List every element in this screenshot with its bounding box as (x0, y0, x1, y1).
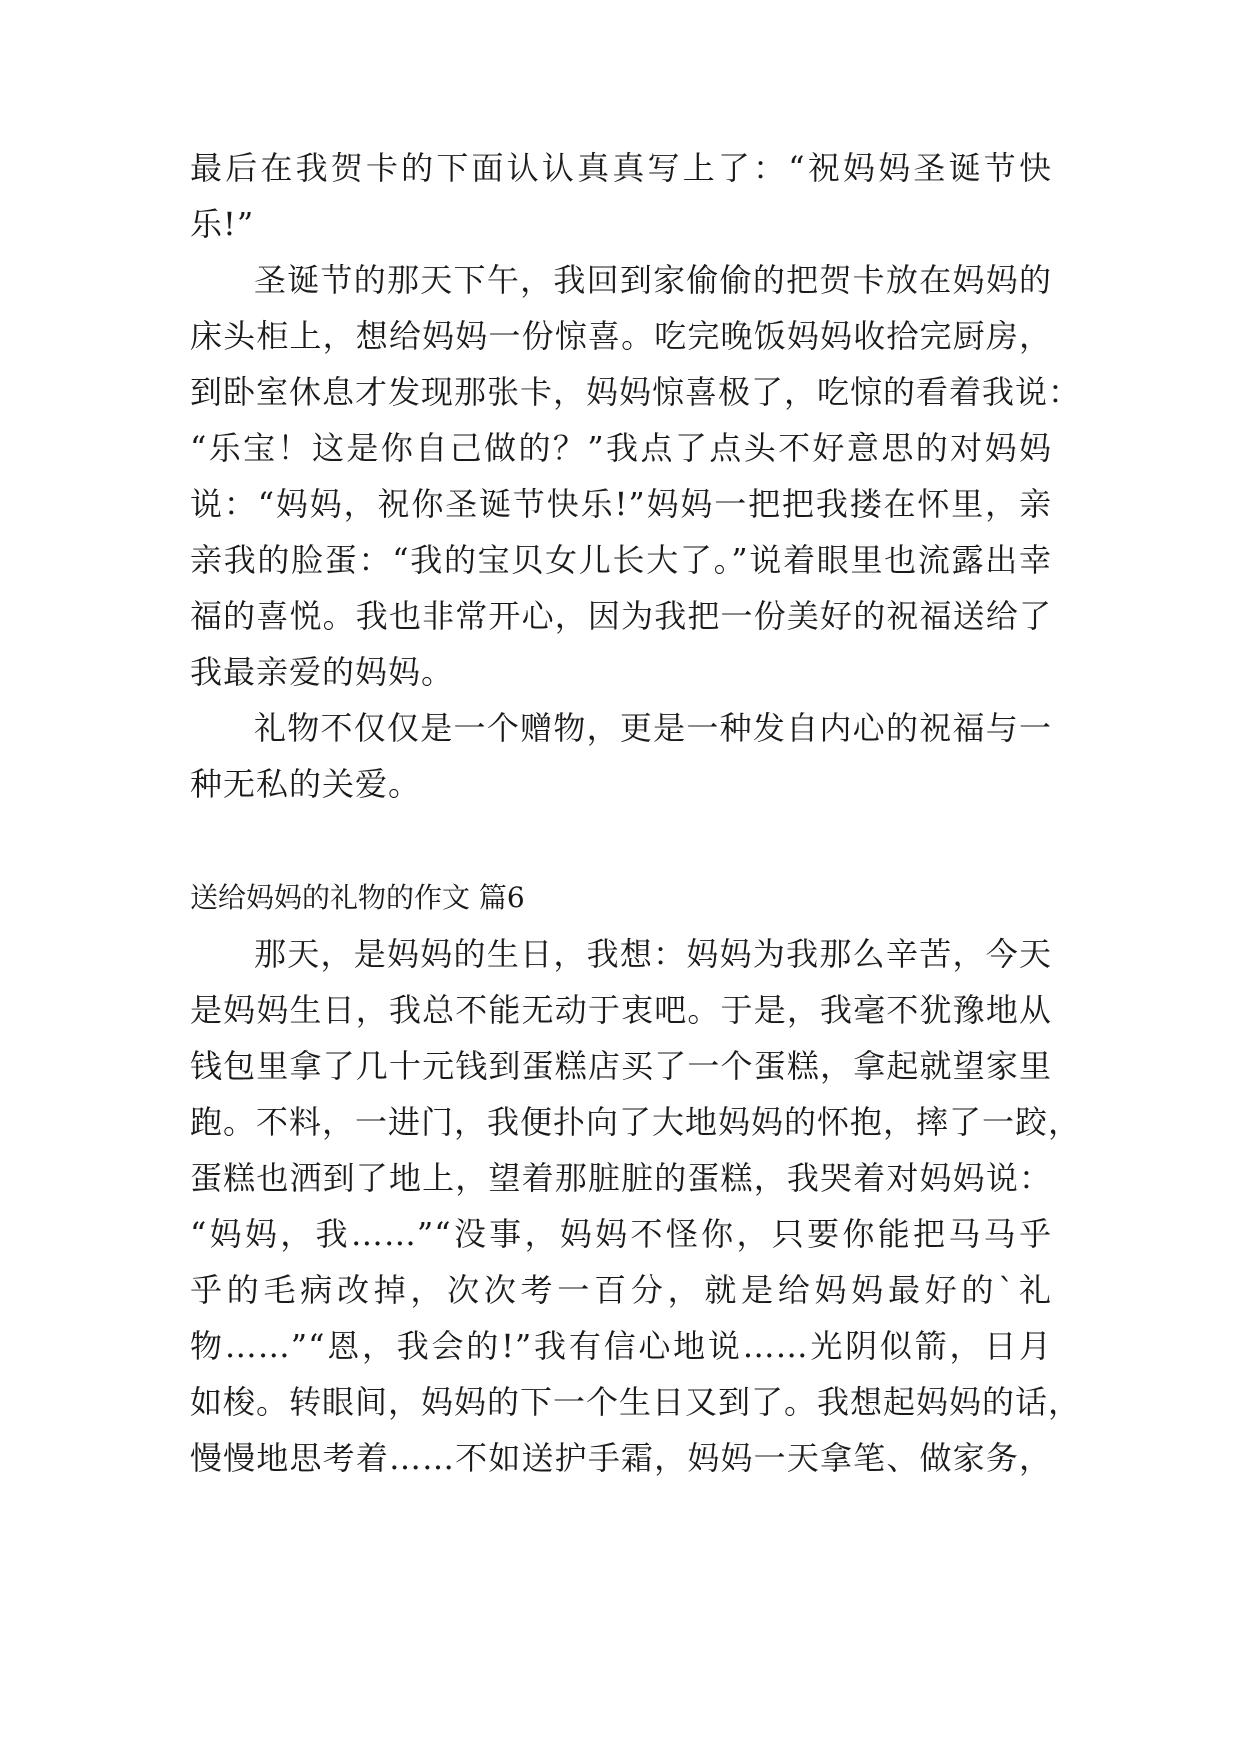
section-heading: 送给妈妈的礼物的作文 篇6 (190, 881, 525, 914)
text-line: “乐宝！这是你自己做的？”我点了点头不好意思的对妈妈 (190, 429, 1052, 467)
text-line: 床头柜上，想给妈妈一份惊喜。吃完晚饭妈妈收拾完厨房， (190, 317, 1052, 355)
text-line: 亲我的脸蛋：“我的宝贝女儿长大了。”说着眼里也流露出幸 (190, 541, 1052, 579)
text-line: 最后在我贺卡的下面认认真真写上了：“祝妈妈圣诞节快 (190, 149, 1052, 187)
paragraph-first-line: 那天，是妈妈的生日，我想：妈妈为我那么辛苦，今天 (254, 935, 1052, 973)
text-line: 是妈妈生日，我总不能无动于衷吧。于是，我毫不犹豫地从 (190, 991, 1052, 1029)
text-line: 到卧室休息才发现那张卡，妈妈惊喜极了，吃惊的看着我说： (190, 373, 1082, 411)
text-line: 乎的毛病改掉，次次考一百分，就是给妈妈最好的`礼 (190, 1271, 1052, 1309)
text-line: 蛋糕也洒到了地上，望着那脏脏的蛋糕，我哭着对妈妈说： (190, 1159, 1052, 1197)
text-line: 钱包里拿了几十元钱到蛋糕店买了一个蛋糕，拿起就望家里 (190, 1047, 1052, 1085)
text-line: 慢慢地思考着……不如送护手霜，妈妈一天拿笔、做家务， (190, 1439, 1052, 1477)
text-line: 种无私的关爱。 (190, 765, 422, 803)
text-line: “妈妈，我……”“没事，妈妈不怪你，只要你能把马马乎 (190, 1215, 1052, 1253)
paragraph-first-line: 圣诞节的那天下午，我回到家偷偷的把贺卡放在妈妈的 (254, 261, 1052, 299)
text-line: 跑。不料，一进门，我便扑向了大地妈妈的怀抱，摔了一跤， (190, 1103, 1082, 1141)
text-line: 说：“妈妈，祝你圣诞节快乐!”妈妈一把把我搂在怀里，亲 (190, 485, 1052, 523)
text-line: 福的喜悦。我也非常开心，因为我把一份美好的祝福送给了 (190, 597, 1052, 635)
text-line: 如梭。转眼间，妈妈的下一个生日又到了。我想起妈妈的话， (190, 1383, 1082, 1421)
text-line: 乐!” (190, 205, 255, 243)
paragraph-first-line: 礼物不仅仅是一个赠物，更是一种发自内心的祝福与一 (254, 709, 1052, 747)
text-line: 物……”“恩，我会的!”我有信心地说……光阴似箭，日月 (190, 1327, 1052, 1365)
text-line: 我最亲爱的妈妈。 (190, 653, 455, 691)
